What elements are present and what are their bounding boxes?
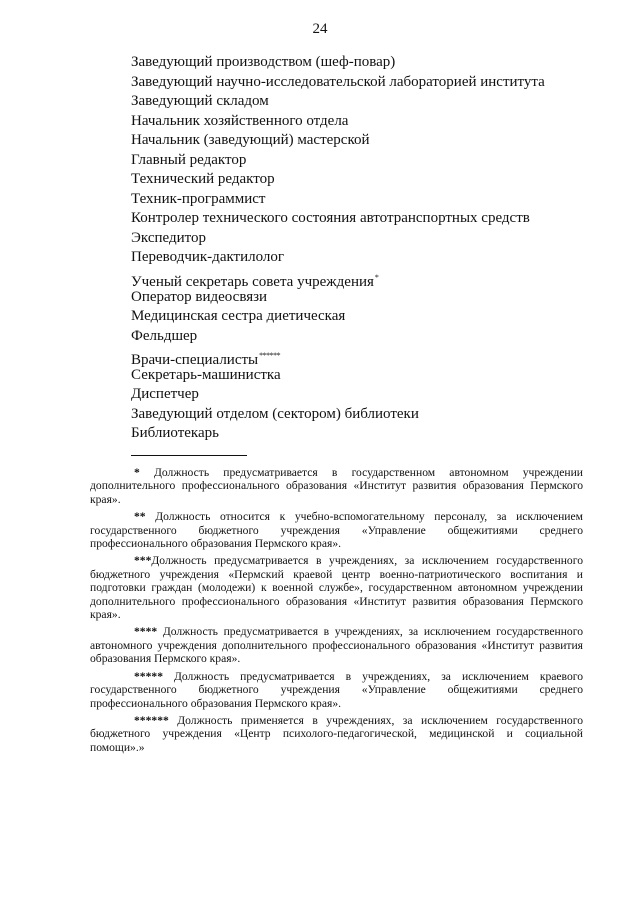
position-text: Фельдшер (131, 327, 198, 344)
list-item (131, 92, 601, 112)
list-item (131, 190, 601, 210)
footnote-text: Должность применяется в учреждениях, за исключением государственного бюджетного учреждения «Центр психолого-педагогической, медицинской и социальной помощи».» (90, 713, 583, 754)
footnote-mark: ***** (134, 669, 163, 683)
footnote (90, 510, 583, 550)
position-text: Начальник (заведующий) мастерской (131, 132, 370, 149)
position-text: Заведующий отделом (сектором) библиотеки (131, 405, 419, 422)
position-text: Библиотекарь (131, 425, 219, 442)
list-item (131, 209, 601, 229)
footnote-text: Должность предусматривается в государственном автономном учреждении дополнительного профессионального образования «Институт развития образования Пермского края». (90, 466, 583, 506)
position-text: Контролер технического состояния автотранспортных средств (131, 210, 530, 227)
footnote (90, 466, 583, 506)
list-item (131, 288, 601, 308)
footnote-mark: ****** (259, 351, 281, 361)
positions-list (131, 53, 601, 444)
position-text: Технический редактор (131, 171, 275, 188)
page-number: 24 (312, 21, 328, 37)
list-item (131, 385, 601, 405)
list-item (131, 346, 601, 369)
position-text: Переводчик-дактилолог (131, 249, 285, 266)
list-item (131, 73, 601, 93)
position-text: Заведующий складом (131, 93, 269, 110)
footnote-separator (131, 455, 247, 456)
list-item (131, 307, 601, 327)
footnote (90, 670, 583, 710)
position-text: Медицинская сестра диетическая (131, 308, 346, 325)
footnote-text: Должность предусматривается в учреждениях, за исключением государственного автономного учреждения дополнительного профессионального образования «Институт развития образования Пермского края». (90, 625, 583, 666)
footnote-mark: ****** (134, 713, 169, 727)
position-text: Ученый секретарь совета учреждения (131, 274, 374, 291)
footnote-mark: * (134, 466, 140, 479)
position-text: Экспедитор (131, 229, 206, 246)
list-item (131, 248, 601, 268)
list-item (131, 268, 601, 291)
footnote-mark: * (374, 273, 379, 283)
footnote (90, 554, 583, 621)
list-item (131, 327, 601, 347)
position-text: Врачи-специалисты (131, 352, 259, 369)
footnotes (90, 466, 583, 758)
list-item (131, 112, 601, 132)
footnote-mark: **** (134, 625, 158, 639)
position-text: Секретарь-машинистка (131, 366, 281, 383)
footnote-text: Должность предусматривается в учреждениях, за исключением краевого государственного бюджетного учреждения «Управление общежитиями среднего профессионального образования Пермского края». (90, 669, 583, 710)
footnote (90, 714, 583, 754)
list-item (131, 366, 601, 386)
footnote-mark: *** (134, 554, 152, 568)
list-item (131, 424, 601, 444)
footnote-text: Должность относится к учебно-вспомогательному персоналу, за исключением государственного бюджетного учреждения «Управление общежитиями среднего профессионального образования Пермского края». (90, 510, 583, 551)
list-item (131, 151, 601, 171)
list-item (131, 229, 601, 249)
footnote-mark: ** (134, 510, 146, 524)
footnote (90, 625, 583, 665)
position-text: Заведующий научно-исследовательской лабораторией института (131, 73, 545, 90)
position-text: Техник-программист (131, 190, 266, 207)
list-item (131, 131, 601, 151)
list-item (131, 53, 601, 73)
footnote-text: Должность предусматривается в учреждениях, за исключением государственного бюджетного учреждения «Пермский краевой центр военно-патриотического воспитания и подготовки граждан (молодежи) к военной службе», государственном автономном учреждении дополнительного профессионального образования «Институт развития образования Пермского края». (90, 554, 583, 622)
position-text: Диспетчер (131, 386, 199, 403)
position-text: Начальник хозяйственного отдела (131, 112, 349, 129)
list-item (131, 405, 601, 425)
list-item (131, 170, 601, 190)
position-text: Главный редактор (131, 151, 247, 168)
position-text: Заведующий производством (шеф-повар) (131, 54, 396, 70)
position-text: Оператор видеосвязи (131, 288, 268, 305)
